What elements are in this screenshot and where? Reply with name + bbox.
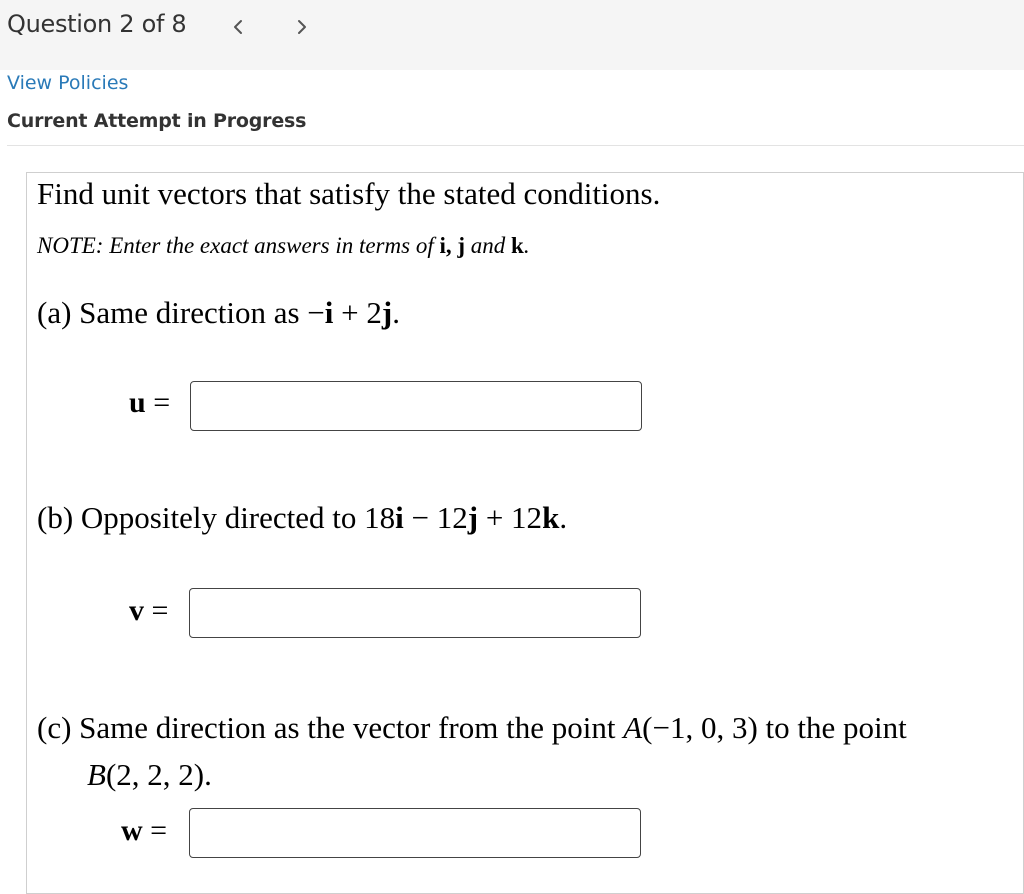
part-a-i: i xyxy=(324,295,334,330)
previous-question-button[interactable] xyxy=(226,14,252,40)
part-b-prompt xyxy=(37,500,567,536)
part-c-prompt xyxy=(37,710,907,746)
v-eq: = xyxy=(144,594,169,627)
part-c-b: B xyxy=(87,757,106,792)
chevron-right-icon xyxy=(289,14,315,40)
question-header xyxy=(0,0,1024,70)
question-instruction: Find unit vectors that satisfy the stated conditions. xyxy=(37,176,661,211)
v-var: v xyxy=(129,594,144,627)
attempt-status: Current Attempt in Progress xyxy=(7,110,307,132)
part-c-a: A xyxy=(623,710,643,745)
view-policies-link[interactable]: View Policies xyxy=(7,72,129,94)
part-a-prompt xyxy=(37,295,400,331)
w-eq: = xyxy=(142,814,168,847)
part-b-minus: − 12 xyxy=(403,500,468,535)
note-prefix: NOTE: Enter the exact answers in terms of xyxy=(37,233,440,258)
part-a-plus: + 2 xyxy=(333,295,382,330)
part-b-end: . xyxy=(559,500,568,535)
part-b-lead: (b) Oppositely directed to 18 xyxy=(37,500,396,535)
part-b-k: k xyxy=(542,500,560,535)
next-question-button[interactable] xyxy=(289,14,315,40)
u-eq: = xyxy=(145,386,171,419)
answer-w-input[interactable] xyxy=(189,808,641,858)
part-c-a-coords: (−1, 0, 3) to the point xyxy=(642,710,907,745)
part-c-lead: (c) Same direction as the vector from the point xyxy=(37,710,624,745)
answer-v-input[interactable] xyxy=(189,588,641,638)
u-label xyxy=(129,386,170,420)
v-label xyxy=(129,594,168,628)
w-label xyxy=(121,814,167,848)
question-counter: Question 2 of 8 xyxy=(7,10,187,38)
w-var: w xyxy=(121,814,143,847)
note-and: and xyxy=(465,233,512,258)
part-a-end: . xyxy=(392,295,400,330)
part-a-lead: (a) Same direction as − xyxy=(37,295,325,330)
note-period: . xyxy=(523,233,530,258)
part-b-j: j xyxy=(467,500,479,535)
answer-u-input[interactable] xyxy=(190,381,642,431)
question-note xyxy=(37,233,530,259)
u-var: u xyxy=(129,386,146,419)
note-k: k xyxy=(511,233,524,258)
divider xyxy=(7,145,1024,146)
part-b-plus: + 12 xyxy=(478,500,543,535)
part-a-j: j xyxy=(381,295,393,330)
chevron-left-icon xyxy=(226,14,252,40)
part-b-i: i xyxy=(395,500,404,535)
part-c-b-coords: (2, 2, 2). xyxy=(105,757,212,792)
note-ij: i, j xyxy=(439,233,466,258)
part-c-prompt-line2 xyxy=(87,757,212,793)
